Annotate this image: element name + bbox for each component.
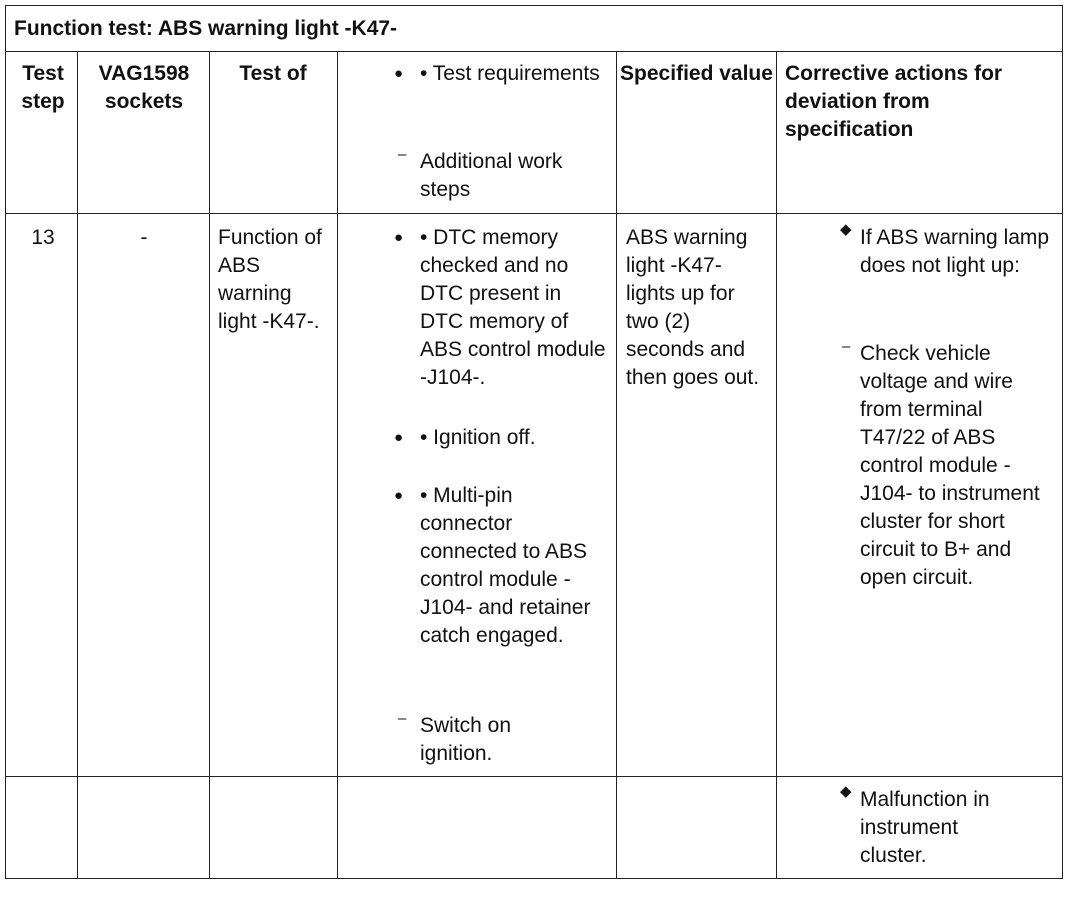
corrective-substep-text: Check vehicle voltage and wire from terminal T47/22 of ABS control module - J104- to instrument cluster for short circuit to B+ and open circuit. [860,342,1040,589]
test-of-value: Function of ABS warning light -K47-. [218,226,322,333]
col-divider [776,52,777,878]
row-divider [6,213,1062,214]
dash-icon: – [842,338,851,355]
header-requirements: • Test requirements [420,62,600,85]
dash-icon: – [398,146,407,163]
bullet-icon: ● [394,487,404,504]
requirement-text: • Multi-pin connector connected to ABS control module -J104- and retainer catch engaged. [420,484,591,647]
header-corrective: Corrective actions for deviation from specification [785,62,1003,141]
corrective-text: Malfunction in instrument cluster. [860,788,990,867]
header-test-step: Test step [21,62,65,113]
specified-value: ABS warning light -K47- lights up for two (2) seconds and then goes out. [626,226,760,389]
table-title: Function test: ABS warning light -K47- [6,6,1062,52]
bullet-icon: ● [394,429,404,446]
diamond-icon: ◆ [840,221,852,238]
function-test-table [5,5,1063,879]
col-divider [77,52,78,878]
header-test-of: Test of [239,62,307,85]
row-divider [6,776,1062,777]
dash-icon: – [398,710,407,727]
col-divider [209,52,210,878]
bullet-icon: ● [394,229,404,246]
requirement-text: • DTC memory checked and no DTC present in DTC memory of ABS control module -J104-. [420,226,606,389]
test-step-value: 13 [31,226,55,249]
bullet-icon: ● [394,65,404,82]
col-divider [616,52,617,878]
header-sockets: VAG1598 sockets [98,62,190,113]
sockets-value: - [140,226,148,249]
requirement-text: • Ignition off. [420,426,536,449]
work-step-text: Switch on ignition. [420,714,512,765]
corrective-text: If ABS warning lamp does not light up: [860,226,1050,277]
header-work-steps: Additional work steps [420,150,563,201]
col-divider [337,52,338,878]
header-specified: Specified value [620,62,773,85]
diamond-icon: ◆ [840,783,852,800]
